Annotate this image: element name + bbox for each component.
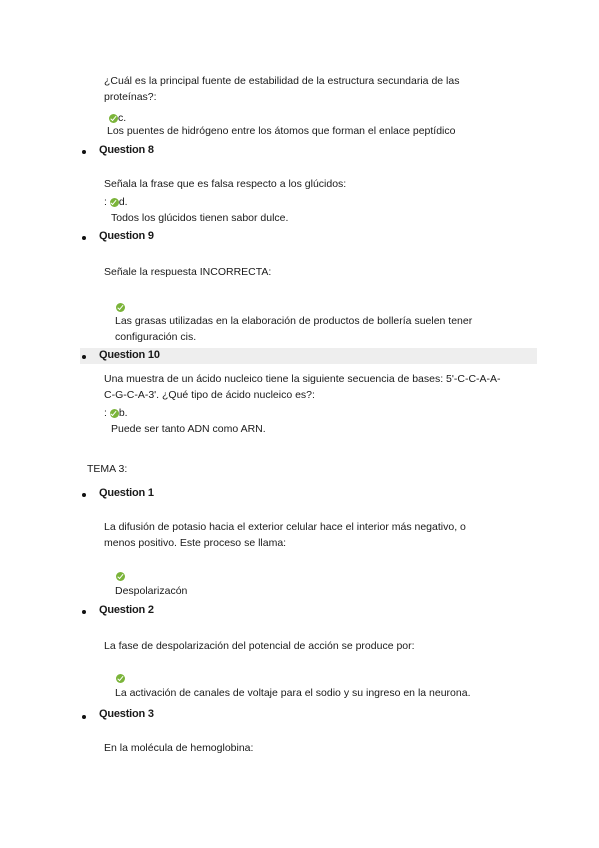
question-text: menos positivo. Este proceso se llama: <box>104 537 287 549</box>
correct-answer-marker <box>116 672 125 684</box>
correct-answer-marker <box>116 301 125 313</box>
bullet <box>82 355 86 359</box>
correct-answer-marker <box>109 112 126 124</box>
check-icon <box>109 114 118 123</box>
question-text: ¿Cuál es la principal fuente de estabilidad de la estructura secundaria de las <box>104 75 460 87</box>
answer-text: Puede ser tanto ADN como ARN. <box>111 423 266 435</box>
question-text: La difusión de potasio hacia el exterior celular hace el interior más negativo, o <box>104 521 466 533</box>
answer-text: configuración cis. <box>115 331 197 343</box>
check-icon <box>110 409 119 418</box>
answer-text: Los puentes de hidrógeno entre los átomos que forman el enlace peptídico <box>107 125 456 137</box>
question-heading: Question 10 <box>99 349 160 361</box>
option-letter: c. <box>118 112 127 124</box>
correct-answer-marker <box>104 407 128 419</box>
question-text: En la molécula de hemoglobina: <box>104 742 254 754</box>
question-text: Una muestra de un ácido nucleico tiene la siguiente secuencia de bases: 5'-C-C-A-A- <box>104 373 501 385</box>
question-text: Señale la respuesta INCORRECTA: <box>104 266 272 278</box>
bullet <box>82 236 86 240</box>
answer-text: Las grasas utilizadas en la elaboración de productos de bollería suelen tener <box>115 315 473 327</box>
check-icon <box>110 198 119 207</box>
question-text: Señala la frase que es falsa respecto a los glúcidos: <box>104 178 347 190</box>
question-text: C-G-C-A-3'. ¿Qué tipo de ácido nucleico es?: <box>104 389 315 401</box>
correct-answer-marker <box>116 570 125 582</box>
answer-text: Todos los glúcidos tienen sabor dulce. <box>111 212 289 224</box>
check-icon <box>116 303 125 312</box>
question-heading: Question 3 <box>99 708 154 720</box>
section-label: TEMA 3: <box>87 463 128 475</box>
check-icon <box>116 674 125 683</box>
check-icon <box>116 572 125 581</box>
question-text: La fase de despolarización del potencial de acción se produce por: <box>104 640 415 652</box>
bullet <box>82 610 86 614</box>
bullet <box>82 150 86 154</box>
bullet <box>82 715 86 719</box>
option-letter: d. <box>118 196 128 208</box>
question-heading: Question 8 <box>99 144 154 156</box>
question-heading: Question 2 <box>99 604 154 616</box>
prefix-colon: : <box>104 196 107 208</box>
prefix-colon: : <box>104 407 107 419</box>
question-text: proteínas?: <box>104 91 157 103</box>
question-heading: Question 1 <box>99 487 154 499</box>
question-heading: Question 9 <box>99 230 154 242</box>
correct-answer-marker <box>104 196 128 208</box>
answer-text: Despolarizacón <box>115 585 188 597</box>
option-letter: b. <box>118 407 128 419</box>
answer-text: La activación de canales de voltaje para el sodio y su ingreso en la neurona. <box>115 687 471 699</box>
bullet <box>82 493 86 497</box>
